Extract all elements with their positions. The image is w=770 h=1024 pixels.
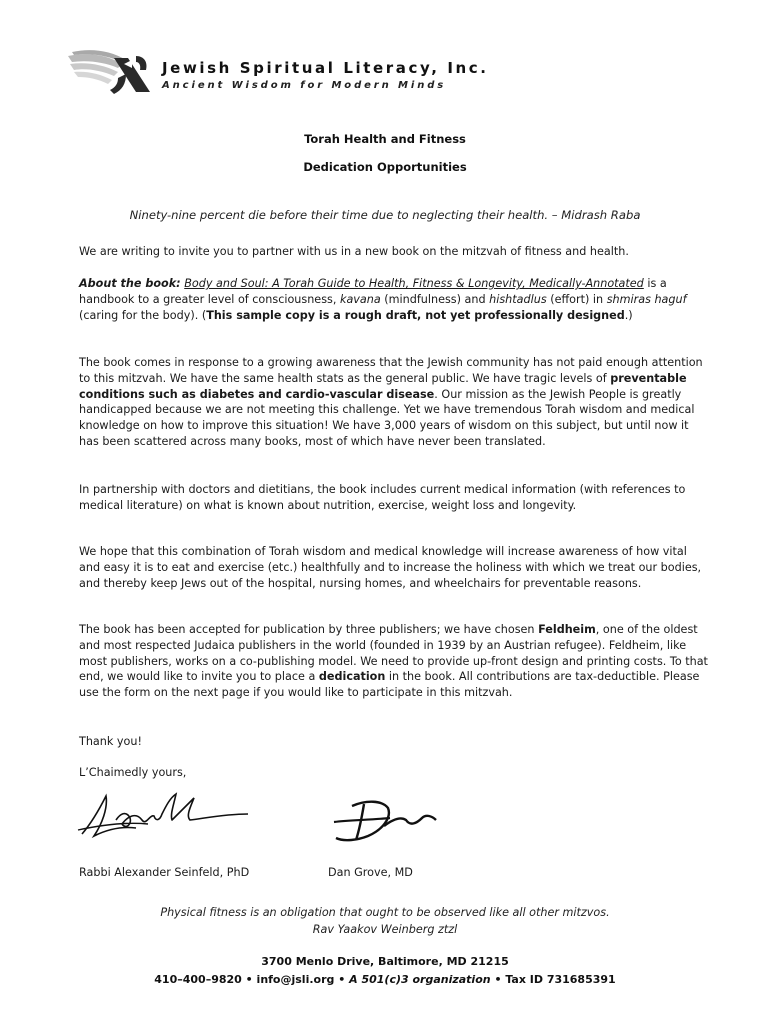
about-text-1: is a handbook to a greater level of consciousness, (79, 277, 667, 306)
intro-text: We are writing to invite you to partner with us in a new book on the mitzvah of fitness and health. (79, 245, 629, 258)
footer-email: info@jsli.org (256, 973, 335, 986)
about-text-5: .) (624, 308, 633, 322)
document-subtitle: Dedication Opportunities (303, 160, 467, 174)
winged-aleph-logo-icon (66, 46, 162, 102)
draft-note: This sample copy is a rough draft, not yet professionally designed (206, 308, 625, 322)
publishers-paragraph (79, 622, 709, 701)
organization-tagline: Ancient Wisdom for Modern Minds (162, 80, 447, 91)
thanks-line (79, 734, 709, 750)
footer-phone: 410–400–9820 (154, 973, 242, 986)
hope-paragraph (79, 544, 709, 591)
organization-name: Jewish Spiritual Literacy, Inc. (162, 59, 489, 77)
about-label: About the book: (79, 277, 181, 290)
signatory-name-seinfeld: Rabbi Alexander Seinfeld, PhD (79, 866, 250, 879)
about-text-4: (caring for the body). ( (79, 308, 207, 322)
about-paragraph (79, 276, 709, 323)
seinfeld-signature-icon (76, 790, 256, 848)
footer-separator: • (338, 973, 346, 986)
footer-separator: • (245, 973, 253, 986)
response-text-2: . Our mission as the Jewish People is greatly handicapped because we are not meeting this challenge. Yet we have tremendous Torah wisdom and medical knowledge on how to improve this situation! We have 3,000 years of wisdom on this subject, but until now it has been scattered across many books, most of which have never been translated. (79, 387, 695, 448)
partnership-paragraph (79, 482, 709, 514)
response-paragraph (79, 355, 709, 450)
footer-separator: • (494, 973, 502, 986)
response-text-1: The book comes in response to a growing awareness that the Jewish community has not paid enough attention to this mitzvah. We have the same health stats as the general public. We have tragic levels of (79, 356, 703, 385)
feldheim-emphasis: Feldheim (538, 623, 596, 636)
closing-line (79, 765, 709, 781)
publishers-text-3: in the book. All contributions are tax-deductible. Please use the form on the next page if you would like to participate in this mitzvah. (79, 670, 700, 700)
partnership-text: In partnership with doctors and dietitians, the book includes current medical information (with references to medical literature) on what is known about nutrition, exercise, weight loss and longevity. (79, 483, 686, 512)
dedication-emphasis: dedication (318, 670, 386, 684)
publishers-text-1: The book has been accepted for publication by three publishers; we have chosen (79, 623, 539, 636)
grove-signature-icon (330, 796, 440, 850)
midrash-quote: Ninety-nine percent die before their time due to neglecting their health. – Midrash Raba (129, 208, 641, 222)
footer-address: 3700 Menlo Drive, Baltimore, MD 21215 (261, 955, 509, 968)
footer-contact-line (0, 973, 770, 986)
closing-text: L’Chaimedly yours, (79, 766, 187, 779)
footer-quote: Physical fitness is an obligation that ought to be observed like all other mitzvos. (160, 906, 610, 919)
term-kavana: kavana (339, 292, 381, 306)
intro-paragraph (79, 244, 709, 260)
footer-org-status: A 501(c)3 organization (349, 973, 491, 986)
signatory-name-grove: Dan Grove, MD (328, 866, 413, 879)
term-shmiras-haguf: shmiras haguf (606, 292, 687, 306)
book-title: Body and Soul: A Torah Guide to Health, Fitness & Longevity, Medically-Annotated (184, 277, 644, 290)
thanks-text: Thank you! (79, 735, 142, 748)
hope-text: We hope that this combination of Torah wisdom and medical knowledge will increase awareness of how vital and easy it is to eat and exercise (etc.) healthfully and to increase the holiness with which we treat our bodies, and thereby keep Jews out of the hospital, nursing homes, and wheelchairs for preventable reasons. (79, 545, 702, 590)
preventable-conditions-emphasis: preventable conditions such as diabetes and cardio-vascular disease (79, 371, 687, 401)
footer-quote-author: Rav Yaakov Weinberg ztzl (312, 923, 458, 936)
term-hishtadlus: hishtadlus (489, 292, 547, 306)
about-text-3: (effort) in (546, 292, 607, 306)
document-title: Torah Health and Fitness (304, 132, 466, 146)
footer-tax-id: Tax ID 731685391 (505, 973, 616, 986)
publishers-text-2: , one of the oldest and most respected Judaica publishers in the world (founded in 1939 by an Austrian refugee). Feldheim, like most publishers, works on a co-publishing model. We need to provide up-front design and printing costs. To that end, we would like to invite you to place a (79, 623, 708, 684)
about-text-2: (mindfulness) and (380, 292, 490, 306)
